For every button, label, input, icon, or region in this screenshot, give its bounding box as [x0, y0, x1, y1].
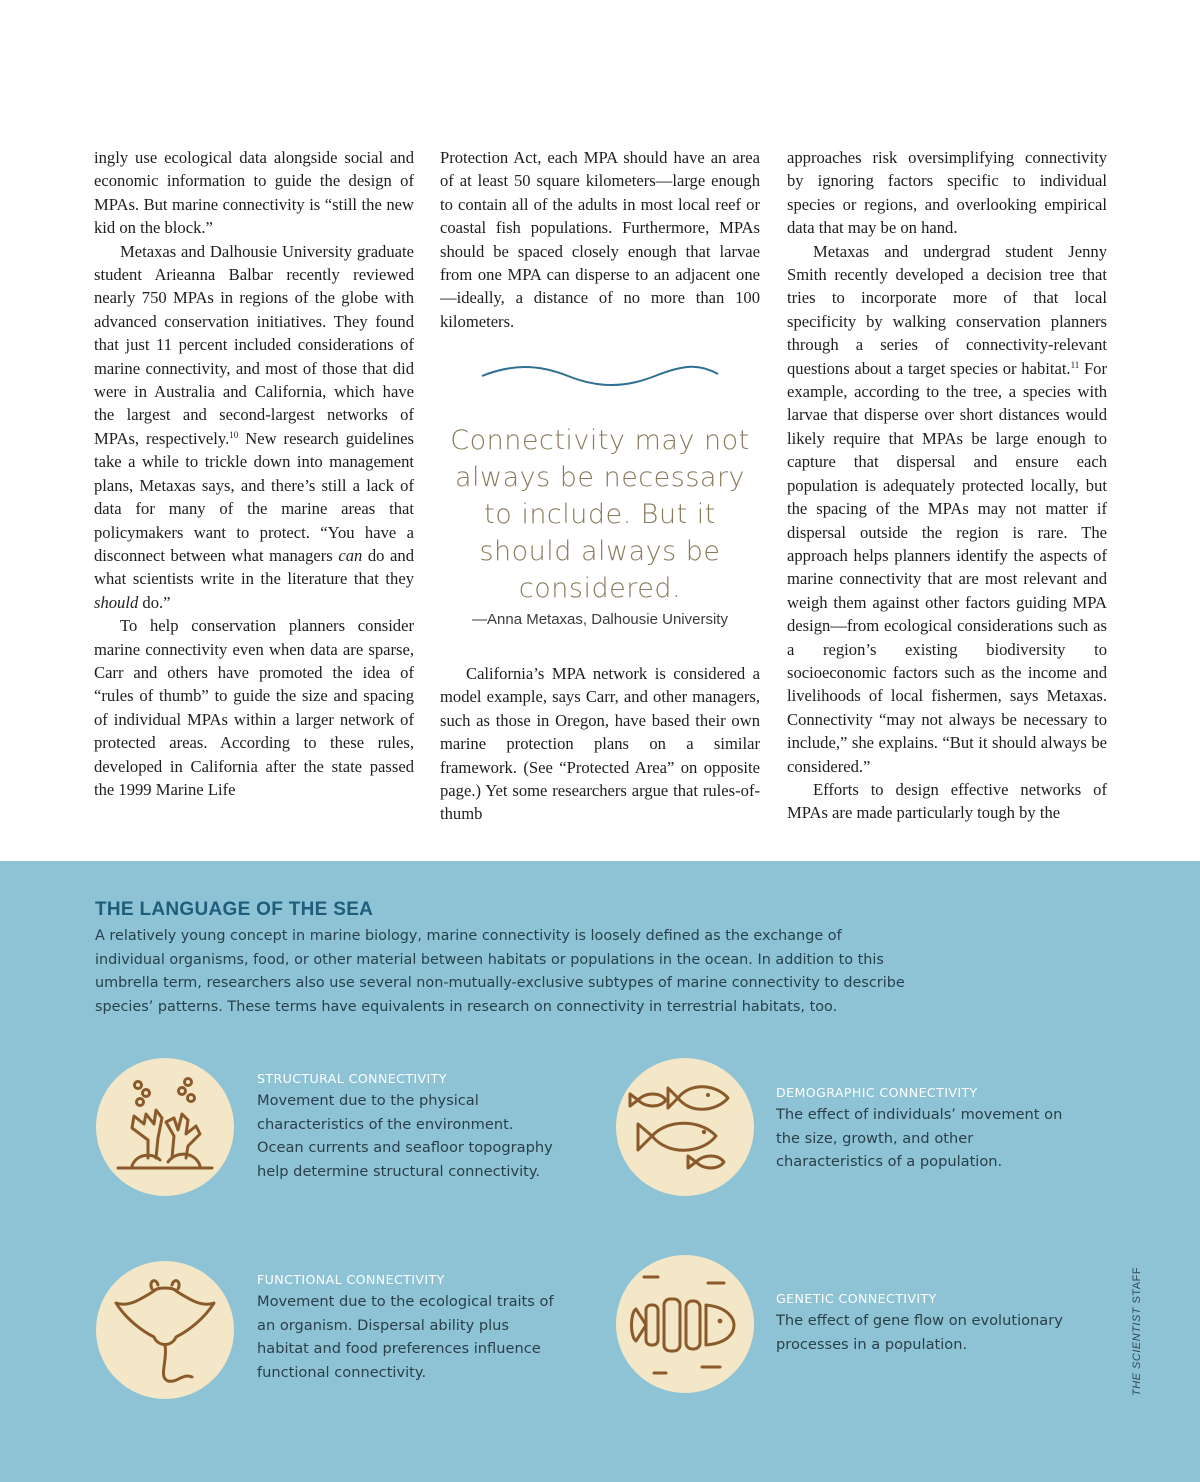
emphasis: can	[338, 545, 363, 565]
article-paragraph	[787, 240, 1107, 778]
text-run: do.”	[138, 592, 171, 612]
fish-school-icon	[616, 1058, 754, 1196]
pull-quote	[440, 362, 760, 628]
reference-number: 11	[1070, 359, 1080, 370]
reference-number: 10	[229, 429, 239, 440]
term-title-structural: STRUCTURAL CONNECTIVITY	[257, 1071, 447, 1086]
article-column-2-continued	[440, 662, 760, 826]
term-desc-functional: Movement due to the ecological traits of an organism. Dispersal ability plus habitat and food preferences influence functional connectivity.	[257, 1293, 554, 1381]
text-run: Metaxas and undergrad student Jenny Smith recently developed a decision tree that tries to incorporate more of that local specificity by walking conservation planners through a series of connectivity-relevant questions about a target species or habitat.	[787, 241, 1107, 378]
term-title-genetic: GENETIC CONNECTIVITY	[776, 1291, 937, 1306]
article-column-3	[787, 146, 1107, 825]
article-paragraph: Protection Act, each MPA should have an area of at least 50 square kilometers—large enough to contain all of the adults in most local reef or coastal fish populations. Furthermore, MPAs should be spaced closely enough that larvae from one MPA can disperse to an adjacent one—ideally, a distance of no more than 100 kilometers.	[440, 148, 760, 331]
article-column-1	[94, 146, 414, 801]
sidebar-title: THE LANGUAGE OF THE SEA	[95, 899, 374, 920]
text-run: do and what scientists write in the literature that they	[94, 545, 414, 589]
credit-publication: THE SCIENTIST	[1131, 1306, 1143, 1396]
emphasis: should	[94, 592, 139, 612]
coral-icon	[96, 1058, 234, 1196]
term-desc-genetic: The effect of gene flow on evolutionary processes in a population.	[776, 1312, 1063, 1353]
pull-quote-text: Connectivity may not always be necessary to include. But it should always be considered.	[450, 425, 750, 604]
sidebar-intro: A relatively young concept in marine biology, marine connectivity is loosely defined as the exchange of individual organisms, food, or other material between habitats or populations in the ocean. In addition to this umbrella term, researchers also use several non-mutually-exclusive subtypes of marine connectivity to describe species’ patterns. These terms have equivalents in research on connectivity in terrestrial habitats, too.	[95, 928, 905, 1015]
text-run: New research guidelines take a while to trickle down into management plans, Metaxas says, and there’s still a lack of data for many of the marine areas that policymakers want to protect. “You have a disconnect between what managers	[94, 428, 414, 565]
text-run: Metaxas and Dalhousie University graduate student Arieanna Balbar recently reviewed nearly 750 MPAs in regions of the globe with advanced conservation initiatives. They found that just 11 percent included considerations of marine connectivity, and most of those that did were in Australia and California, which have the largest and second-largest networks of MPAs, respectively.	[94, 241, 414, 448]
article-paragraph: Efforts to design effective networks of MPAs are made particularly tough by the	[787, 779, 1107, 823]
glossary-sidebar	[0, 861, 1200, 1482]
wave-divider	[480, 362, 720, 390]
illustration-credit	[1131, 1267, 1143, 1396]
pull-quote-attribution: —Anna Metaxas, Dalhousie University	[472, 611, 728, 628]
article-paragraph: California’s MPA network is considered a model example, says Carr, and other managers, such as those in Oregon, have based their own marine protection plans on a similar framework. (See “Protected Area” on opposite page.) Yet some researchers argue that rules-of-thumb	[440, 664, 760, 824]
manta-ray-icon	[96, 1261, 234, 1399]
term-desc-demographic: The effect of individuals’ movement on the size, growth, and other characteristics of a population.	[776, 1106, 1063, 1171]
article-paragraph: To help conservation planners consider marine connectivity even when data are sparse, Carr and others have promoted the idea of “rules of thumb” to guide the size and spacing of individual MPAs within a larger network of protected areas. According to these rules, developed in California after the state passed the 1999 Marine Life	[94, 616, 414, 799]
clownfish-icon	[616, 1255, 754, 1393]
article-column-2	[440, 146, 760, 333]
article-paragraph: ingly use ecological data alongside social and economic information to guide the design of MPAs. But marine connectivity is “still the new kid on the block.”	[94, 148, 414, 238]
article-paragraph: approaches risk oversimplifying connectivity by ignoring factors specific to individual species or regions, and overlooking empirical data that may be on hand.	[787, 148, 1107, 238]
term-desc-structural: Movement due to the physical characteristics of the environment. Ocean currents and seafloor topography help determine structural connectivity.	[257, 1092, 553, 1180]
text-run: For example, according to the tree, a species with larvae that disperse over short distances would likely require that MPAs be large enough to capture that dispersal and ensure each population is adequately protected locally, but the spacing of the MPAs may not matter if dispersal outside the region is rare. The approach helps planners identify the aspects of marine connectivity that are most relevant and weigh them against other factors guiding MPA design—from ecological considerations such as a region’s existing biodiversity to socioeconomic factors such as the income and livelihoods of local fishermen, says Metaxas. Connectivity “may not always be necessary to include,” she explains. “But it should always be considered.”	[787, 358, 1108, 776]
article-paragraph	[94, 240, 414, 615]
credit-staff: STAFF	[1131, 1266, 1143, 1307]
term-title-demographic: DEMOGRAPHIC CONNECTIVITY	[776, 1085, 978, 1100]
term-title-functional: FUNCTIONAL CONNECTIVITY	[257, 1272, 445, 1287]
